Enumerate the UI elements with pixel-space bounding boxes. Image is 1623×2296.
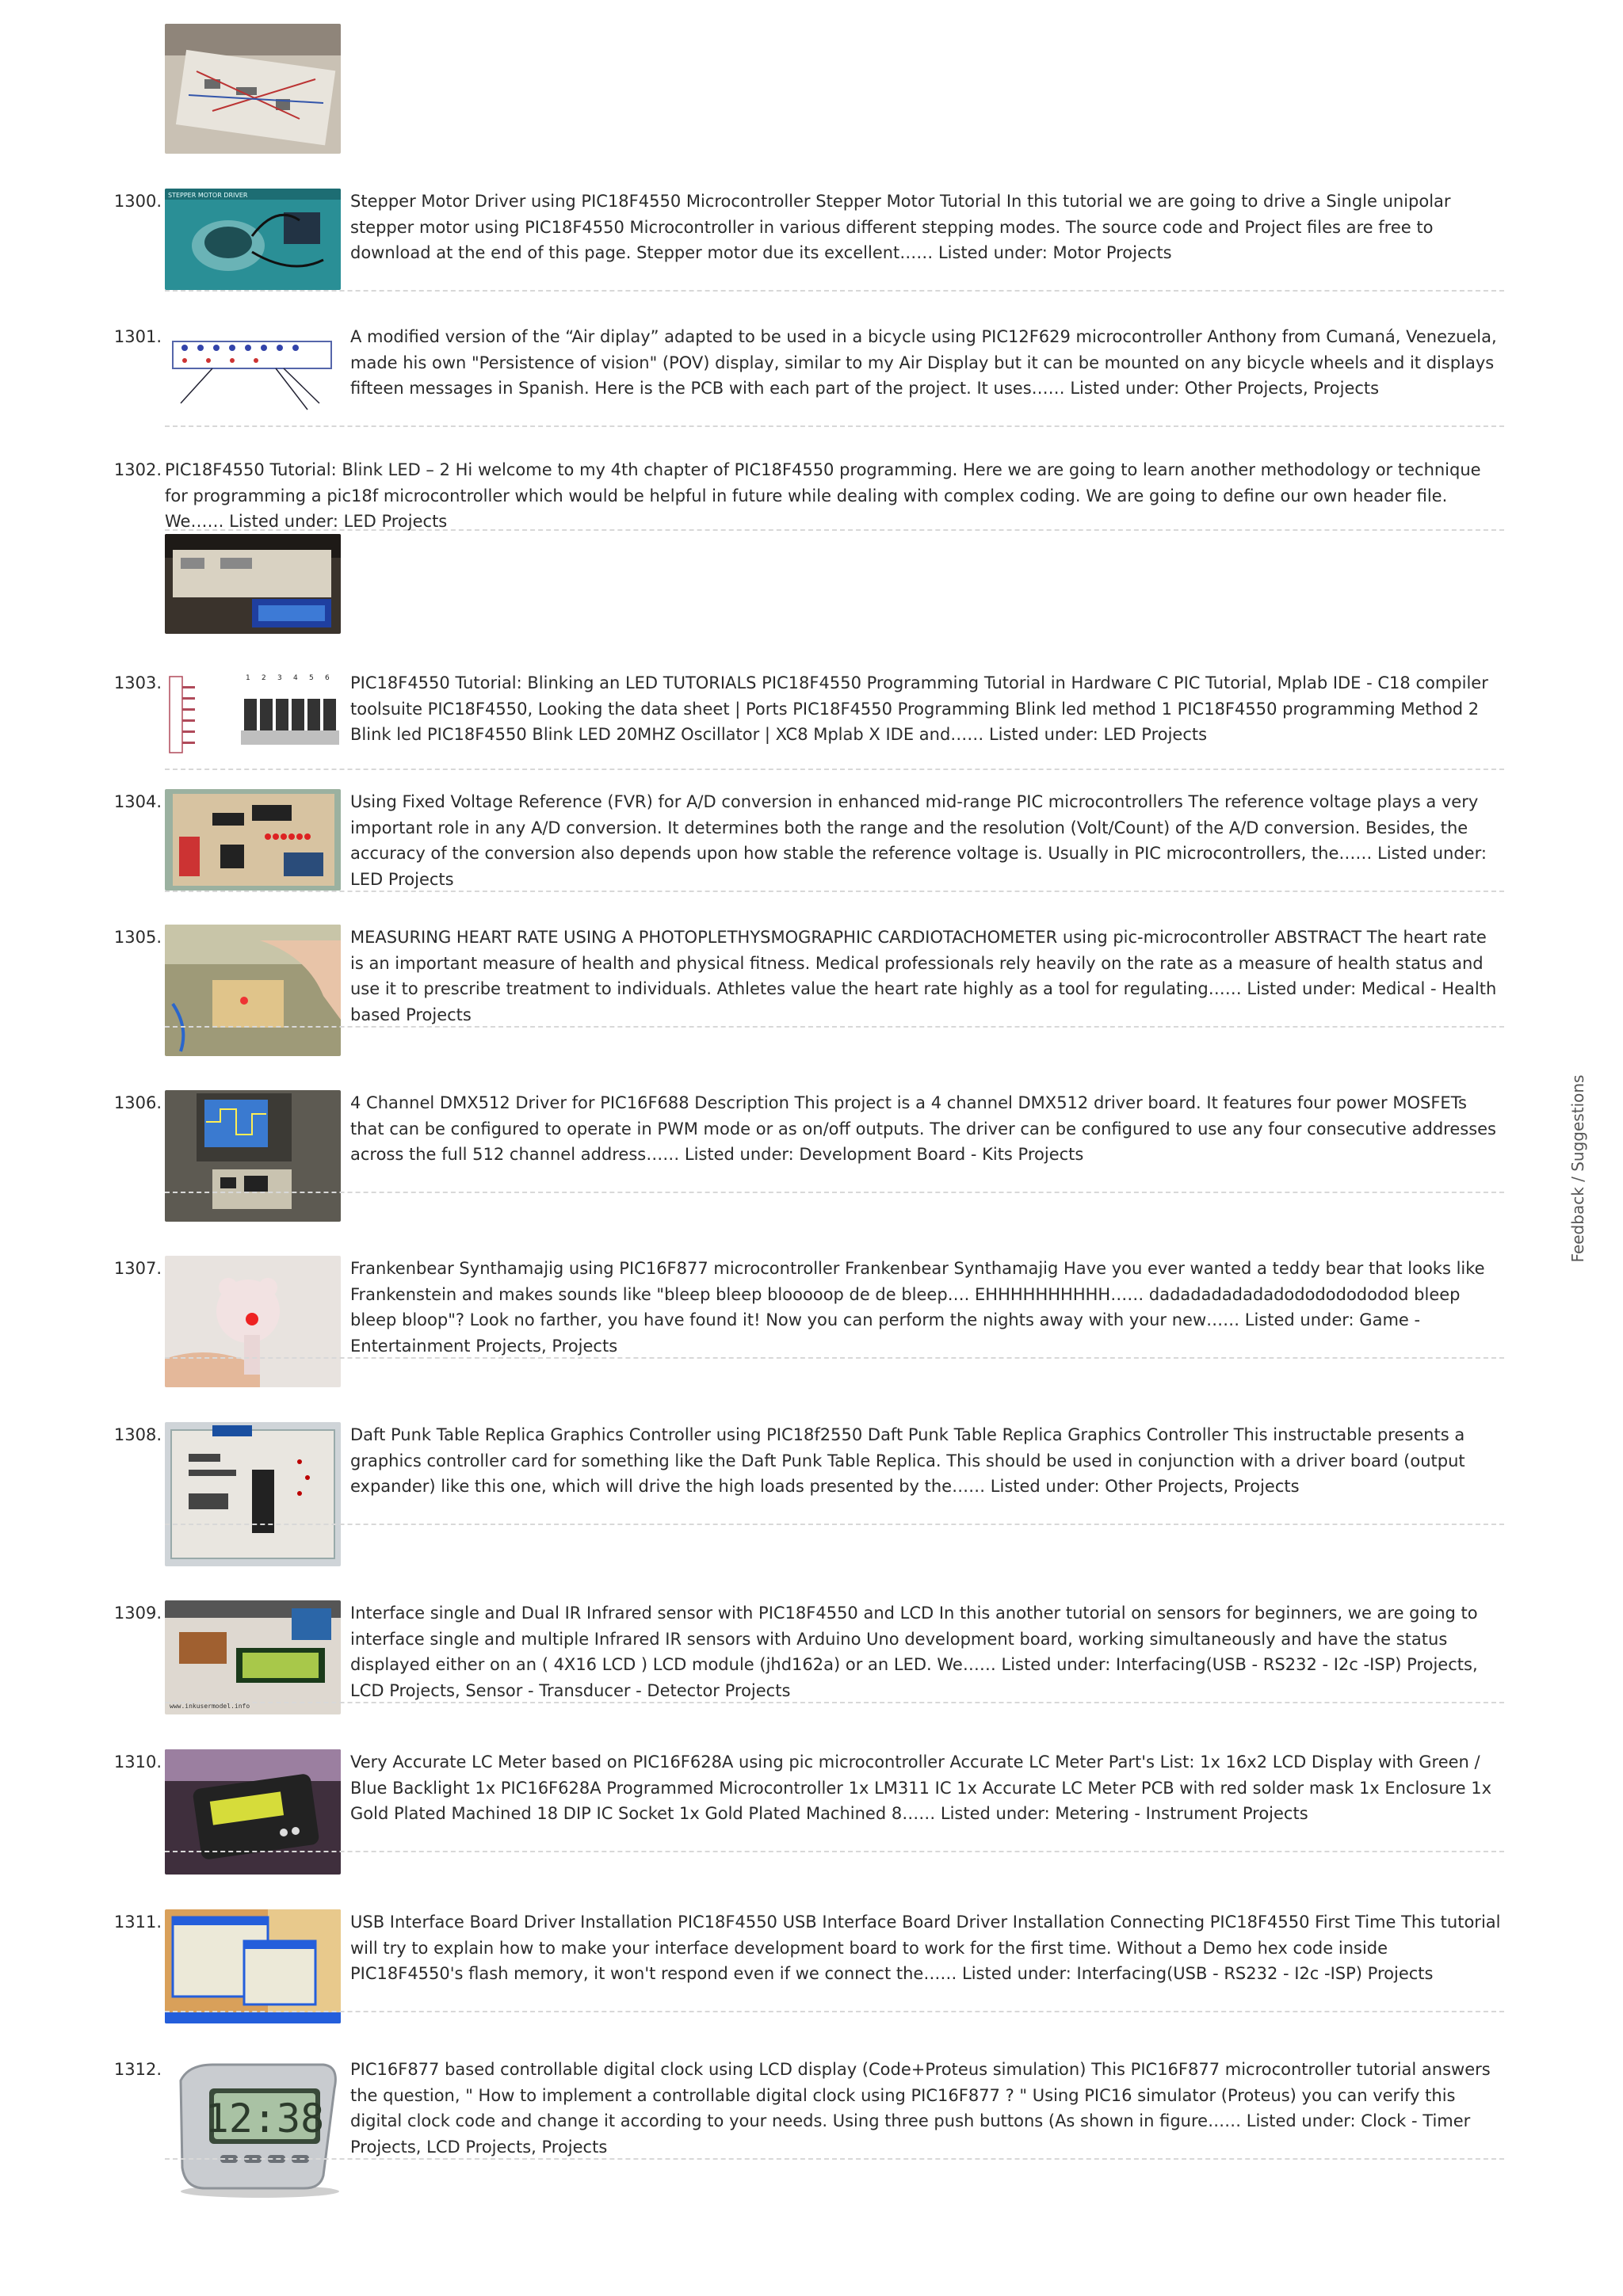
project-description[interactable]: PIC16F877 based controllable digital clock using LCD display (Code+Proteus simulation) This PIC16F877 microcontroller tutorial answers the question, " How to implement a controllable digital clock using PIC16F877 ? " Using PIC16 simulator (Proteus) you can verify this digital clock code and change it according to your needs. Using three push buttons (As shown in figure…… Listed under: Clock - Timer Projects, LCD Projects, Projects xyxy=(350,2060,1491,2157)
thumbnail-caption: STEPPER MOTOR DRIVER xyxy=(168,192,248,199)
project-thumbnail[interactable] xyxy=(165,1749,341,1875)
thumbnail-caption: www.inkusermodel.info xyxy=(170,1703,250,1710)
item-divider xyxy=(165,529,1504,531)
project-thumbnail[interactable] xyxy=(165,1256,341,1387)
project-thumbnail[interactable] xyxy=(165,1909,341,2023)
project-description[interactable]: PIC18F4550 Tutorial: Blinking an LED TUTORIALS PIC18F4550 Programming Tutorial in Hardware C PIC Tutorial, Mplab IDE - C18 compiler toolsuite PIC18F4550, Looking the data sheet | Ports PIC18F4550 Programming Blink led method 1 PIC18F4550 programming Method 2 Blink led PIC18F4550 Blink LED 20MHZ Oscillator | XC8 Mplab X IDE and…… Listed under: LED Projects xyxy=(350,673,1488,745)
project-description[interactable]: Interface single and Dual IR Infrared sensor with PIC18F4550 and LCD In this another tutorial on sensors for beginners, we are going to interface single and multiple Infrared IR sensors with Arduino Uno development board, working simultaneously and have the status displayed either on an ( 4X16 LCD ) LCD module (jhd162a) or an LED. We…… Listed under: Interfacing(USB - RS232 - I2c -ISP) Projects, LCD Projects, Sensor - Transducer - Detector Projects xyxy=(350,1604,1478,1700)
digital-clock-icon xyxy=(165,2057,341,2201)
item-number: 1305. xyxy=(113,928,162,947)
item-number: 1310. xyxy=(113,1753,162,1772)
pin-label: 6 xyxy=(325,674,330,682)
item-number: 1311. xyxy=(113,1913,162,1932)
project-thumbnail[interactable] xyxy=(165,189,341,290)
item-number: 1307. xyxy=(113,1259,162,1278)
item-divider xyxy=(165,1702,1504,1703)
item-number: 1301. xyxy=(113,327,162,346)
item-divider xyxy=(165,769,1504,770)
project-thumbnail[interactable] xyxy=(165,1422,341,1566)
item-divider xyxy=(165,891,1504,892)
project-description[interactable]: Using Fixed Voltage Reference (FVR) for A/D conversion in enhanced mid-range PIC microcontrollers The reference voltage plays a very important role in any A/D conversion. It determines both the range and the resolution (Volt/Count) of the A/D conversion. Besides, the accuracy of the conversion also depends upon how stable the reference voltage is. Usually in PIC microcontrollers, the…… Listed under: LED Projects xyxy=(350,792,1487,889)
pin-label: 3 xyxy=(277,674,282,682)
project-thumbnail[interactable] xyxy=(165,1600,341,1714)
item-divider xyxy=(165,425,1504,427)
pin-label: 2 xyxy=(262,674,266,682)
item-number: 1303. xyxy=(113,673,162,692)
item-divider xyxy=(165,1026,1504,1028)
project-description[interactable]: Frankenbear Synthamajig using PIC16F877 microcontroller Frankenbear Synthamajig Have you ever wanted a teddy bear that looks like Frankenstein and makes sounds like "bleep bleep blooooop de de bleep…. EHHHHHHHHHH…… dadadadadadadodododododod bleep bleep bloop"? Look no farther, you have found it! Now you can perform the nights away with your new…… Listed under: Game - Entertainment Projects, Projects xyxy=(350,1259,1485,1356)
project-description[interactable]: Very Accurate LC Meter based on PIC16F628A using pic microcontroller Accurate LC Meter Part's List: 1x 16x2 LCD Display with Green / Blue Backlight 1x PIC16F628A Programmed Microcontroller 1x LM311 IC 1x Accurate LC Meter PCB with red solder mask 1x Enclosure 1x Gold Plated Machined 18 DIP IC Socket 1x Gold Plated Machined 8…… Listed under: Metering - Instrument Projects xyxy=(350,1753,1492,1824)
item-divider xyxy=(165,1192,1504,1193)
item-number: 1304. xyxy=(113,792,162,811)
feedback-tab[interactable] xyxy=(1567,1074,1589,1263)
item-divider xyxy=(165,2011,1504,2012)
project-description[interactable]: Stepper Motor Driver using PIC18F4550 Microcontroller Stepper Motor Tutorial In this tutorial we are going to drive a Single unipolar stepper motor using PIC18F4550 Microcontroller in various different stepping modes. The source code and Project files are free to download at the end of this page. Stepper motor due its excellent…… Listed under: Motor Projects xyxy=(350,192,1451,263)
clock-display-text: 12:38 xyxy=(204,2096,325,2142)
pin-label: 4 xyxy=(293,674,298,682)
item-number: 1300. xyxy=(113,192,162,211)
project-description[interactable]: USB Interface Board Driver Installation PIC18F4550 USB Interface Board Driver Installation Connecting PIC18F4550 First Time This tutorial will try to explain how to make your interface development board to work for the first time. Without a Demo hex code inside PIC18F4550's flash memory, it won't respond even if we connect the…… Listed under: Interfacing(USB - RS232 - I2c -ISP) Projects xyxy=(350,1913,1501,1984)
project-description[interactable]: PIC18F4550 Tutorial: Blink LED – 2 Hi welcome to my 4th chapter of PIC18F4550 programming. Here we are going to learn another methodology or technique for programming a pic18f microcontroller which would be helpful in future while dealing with complex coding. We are going to define our own header file. We…… Listed under: LED Projects xyxy=(165,460,1481,532)
item-number: 1306. xyxy=(113,1093,162,1112)
feedback-tab-label: Feedback / Suggestions xyxy=(1568,1074,1587,1263)
item-divider xyxy=(165,1851,1504,1852)
pin-label: 5 xyxy=(309,674,314,682)
item-number: 1302. xyxy=(113,460,162,479)
project-description[interactable]: A modified version of the “Air diplay” adapted to be used in a bicycle using PIC12F629 microcontroller Anthony from Cumaná, Venezuela, made his own "Persistence of vision" (POV) display, similar to my Air Display but it can be mounted on any bicycle wheels and it displays fifteen messages in Spanish. Here is the PCB with each part of the project. It uses…… Listed under: Other Projects, Projects xyxy=(350,327,1497,399)
pin-label: 1 xyxy=(246,674,250,682)
project-thumbnail[interactable] xyxy=(165,789,341,891)
project-thumbnail[interactable] xyxy=(165,925,341,1056)
project-description[interactable]: 4 Channel DMX512 Driver for PIC16F688 Description This project is a 4 channel DMX512 driver board. It features four power MOSFETs that can be configured to operate in PWM mode or as on/off outputs. The driver can be configured to use any four consecutive addresses across the full 512 channel address…… Listed under: Development Board - Kits Projects xyxy=(350,1093,1496,1165)
project-thumbnail[interactable] xyxy=(165,1090,341,1222)
project-thumbnail[interactable] xyxy=(165,670,341,761)
project-description[interactable]: Daft Punk Table Replica Graphics Controller using PIC18f2550 Daft Punk Table Replica Graphics Controller This instructable presents a graphics controller card for something like the Daft Punk Table Replica. This should be used in conjunction with a driver board (output expander) like this one, which will drive the high loads presented by the…… Listed under: Other Projects, Projects xyxy=(350,1425,1465,1497)
project-description[interactable]: MEASURING HEART RATE USING A PHOTOPLETHYSMOGRAPHIC CARDIOTACHOMETER using pic-microcontroller ABSTRACT The heart rate is an important measure of health and physical fitness. Medical professionals rely heavily on the rate as a measure of health status and use it to prescribe treatment to individuals. Athletes value the heart rate highly as a tool for regulating…… Listed under: Medical - Health based Projects xyxy=(350,928,1497,1024)
project-thumbnail[interactable] xyxy=(165,534,341,634)
item-divider xyxy=(165,290,1504,292)
item-number: 1308. xyxy=(113,1425,162,1444)
item-number: 1312. xyxy=(113,2060,162,2079)
item-number: 1309. xyxy=(113,1604,162,1623)
project-thumbnail[interactable] xyxy=(165,2057,341,2201)
item-divider xyxy=(165,1524,1504,1525)
project-thumbnail[interactable] xyxy=(165,24,341,154)
item-divider xyxy=(165,2158,1504,2160)
project-thumbnail[interactable] xyxy=(165,324,341,419)
item-divider xyxy=(165,1357,1504,1359)
